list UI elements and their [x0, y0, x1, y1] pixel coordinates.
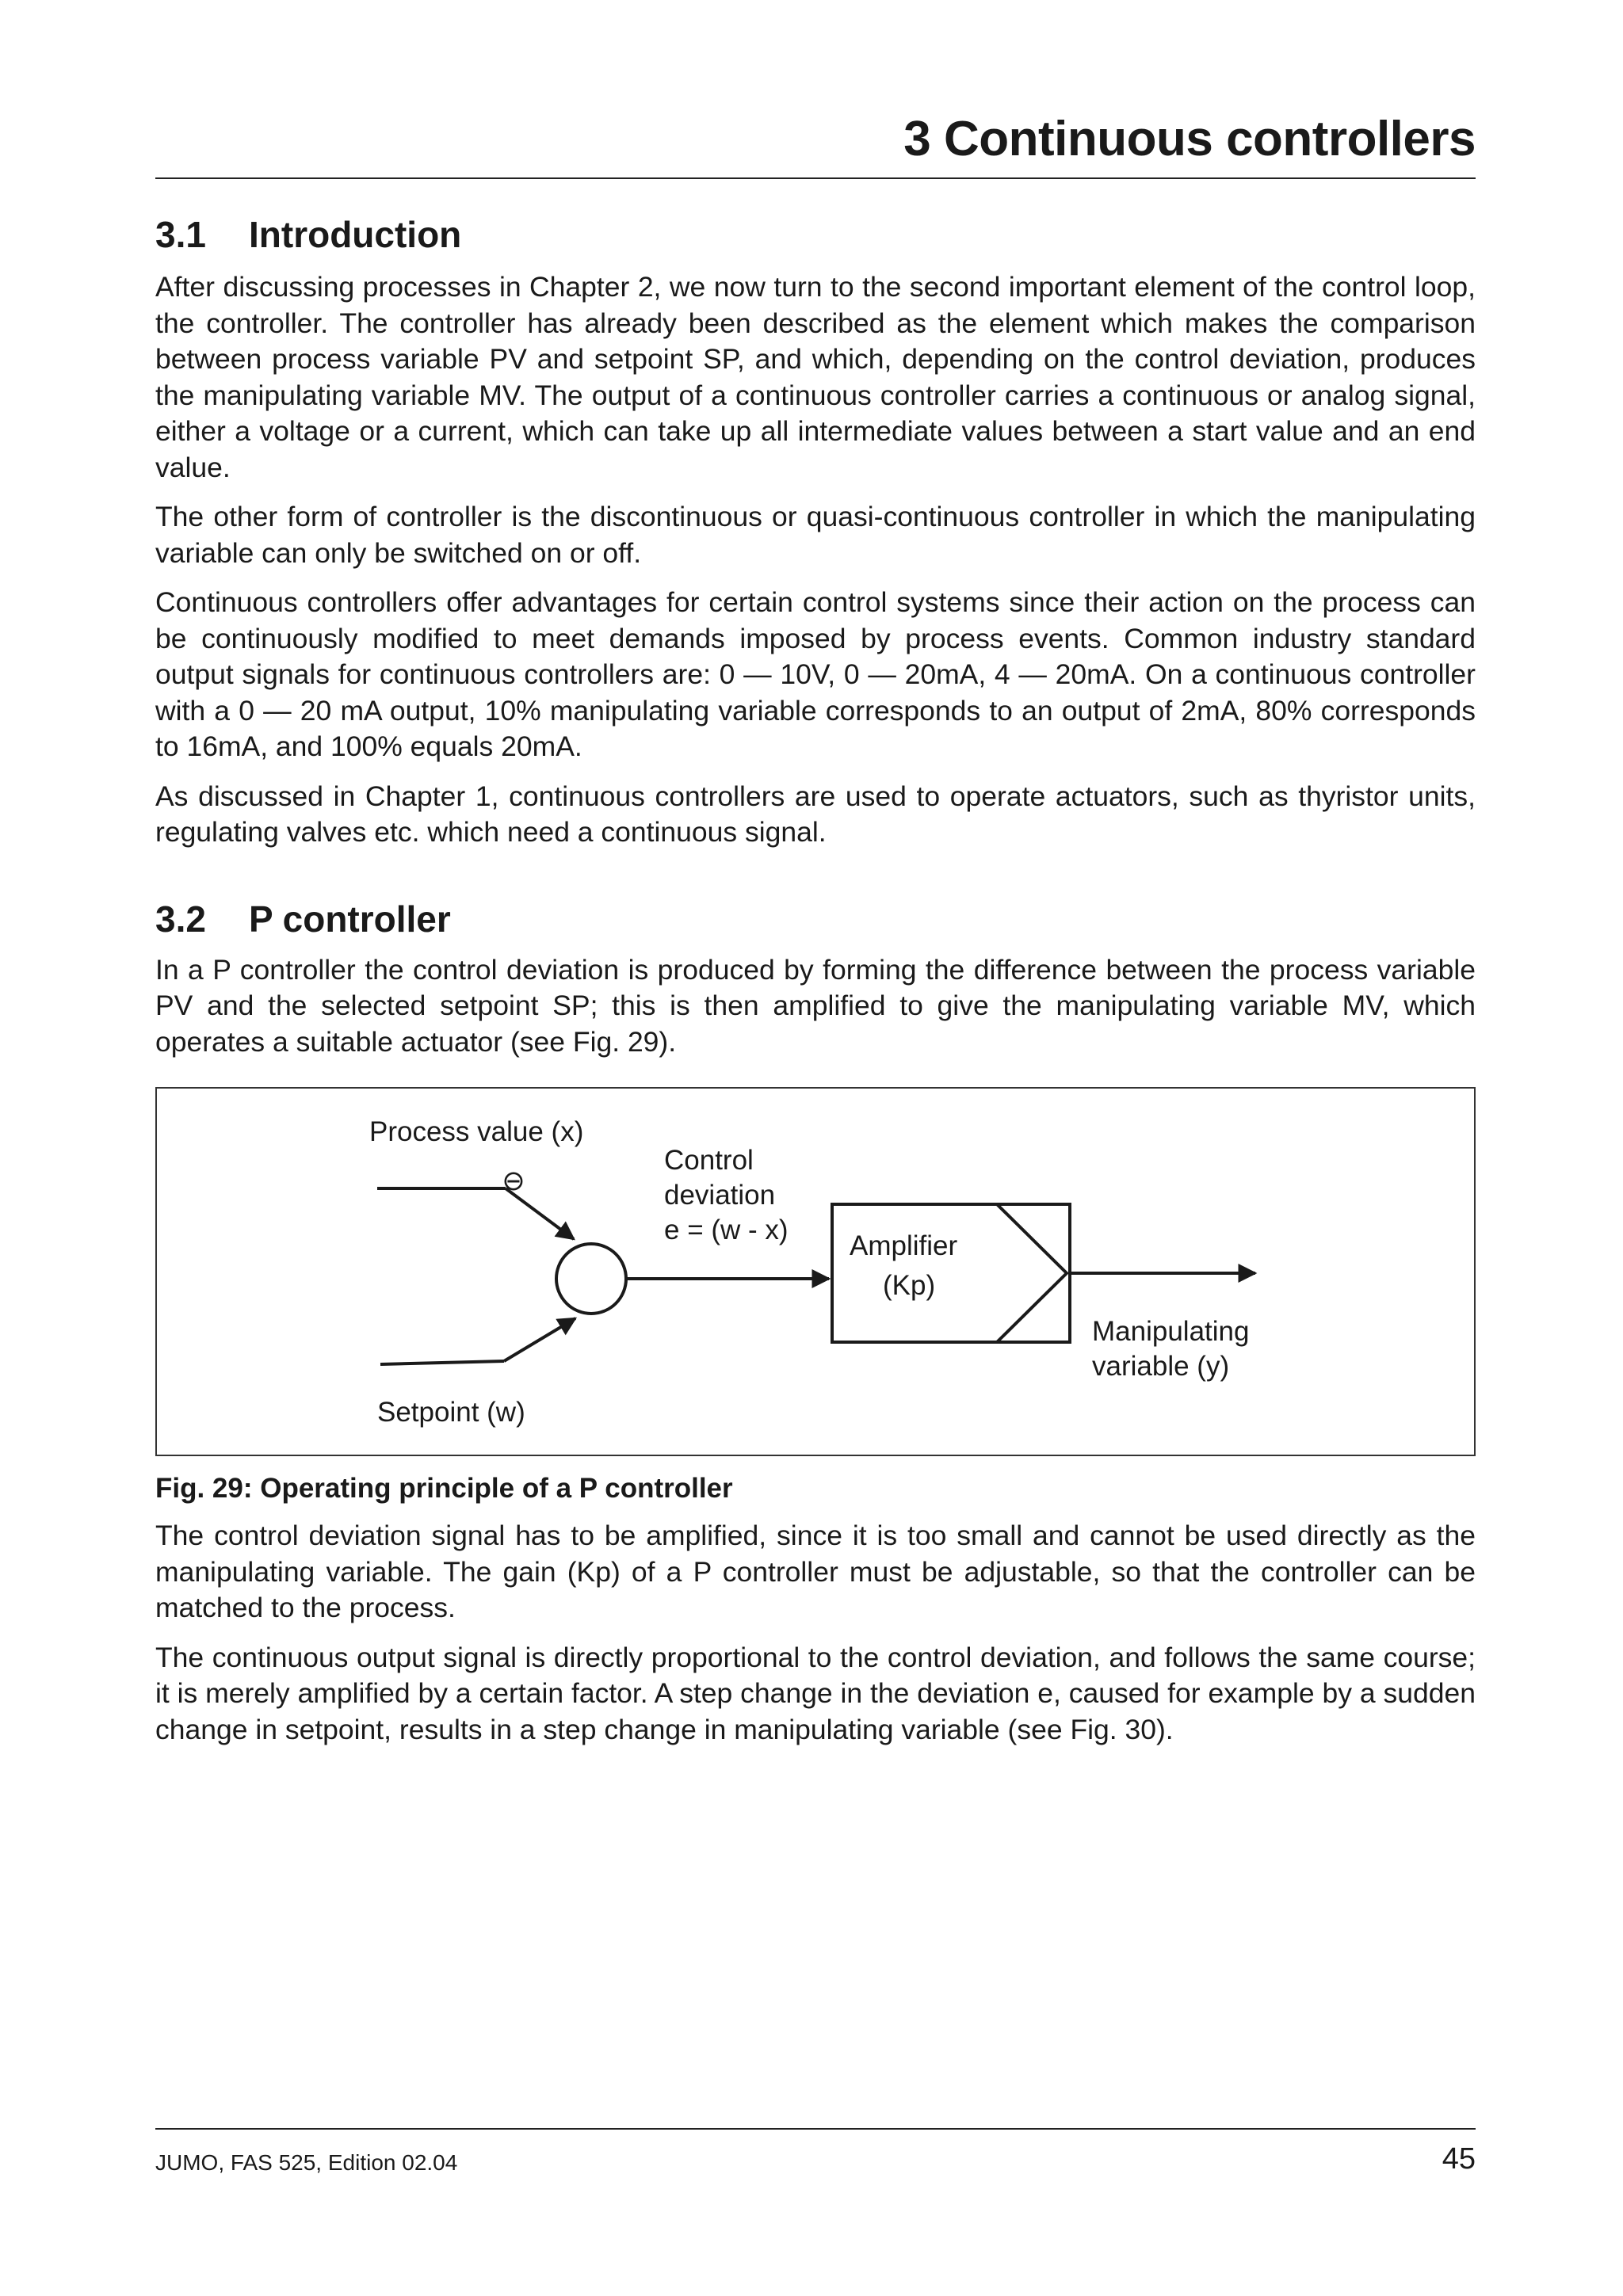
- manipulating-variable-label-2: variable (y): [1092, 1351, 1230, 1382]
- amplifier-triangle: [997, 1204, 1067, 1342]
- control-deviation-label-1: Control: [664, 1145, 754, 1176]
- footer-publication: JUMO, FAS 525, Edition 02.04: [155, 2150, 458, 2175]
- amplifier-label: Amplifier: [850, 1230, 958, 1261]
- amplifier-gain-label: (Kp): [883, 1270, 936, 1301]
- p-controller-paragraph-1: In a P controller the control deviation is produced by forming the difference between the process variable PV and the selected setpoint SP; this is then amplified to give the manipulating variable MV, which operates a suitable actuator (see Fig. 29).: [155, 953, 1476, 1058]
- section-number: 3.1: [155, 214, 206, 255]
- section-title: Introduction: [249, 214, 462, 255]
- minus-sign-icon: ⊖: [502, 1165, 525, 1196]
- setpoint-line: [380, 1361, 504, 1364]
- setpoint-arrow: [504, 1318, 575, 1361]
- page-number: 45: [1442, 2142, 1476, 2176]
- manipulating-variable-label-1: Manipulating: [1092, 1316, 1250, 1347]
- footer-rule: [155, 2128, 1476, 2130]
- section-heading-introduction: [155, 211, 1476, 258]
- intro-paragraph-1: After discussing processes in Chapter 2, we now turn to the second important element of the control loop, the controller. The controller has already been described as the element which makes the comparison between process variable PV and setpoint SP, and which, depending on the control deviation, produces the manipulating variable MV. The output of a continuous controller carries a continuous or analog signal, either a voltage or a current, which can take up all intermediate values between a start value and an end value.: [155, 271, 1476, 483]
- section-number: 3.2: [155, 898, 206, 940]
- section-heading-p-controller: [155, 895, 1476, 943]
- p-controller-paragraph-3: The continuous output signal is directly proportional to the control deviation, and follows the same course; it is merely amplified by a certain factor. A step change in the deviation e, caused for example by a sudden change in setpoint, results in a step change in manipulating variable (see Fig. 30).: [155, 1641, 1476, 1745]
- control-deviation-label-3: e = (w - x): [664, 1215, 789, 1245]
- setpoint-label: Setpoint (w): [377, 1397, 525, 1428]
- process-value-label: Process value (x): [369, 1116, 584, 1147]
- p-controller-paragraph-2: The control deviation signal has to be amplified, since it is too small and cannot be used directly as the manipulating variable. The gain (Kp) of a P controller must be adjustable, so that the controller can be matched to the process.: [155, 1520, 1476, 1623]
- figure-29-diagram: [155, 1087, 1476, 1456]
- section-title: P controller: [249, 898, 451, 940]
- intro-paragraph-4: As discussed in Chapter 1, continuous controllers are used to operate actuators, such as thyristor units, regulating valves etc. which need a continuous signal.: [155, 780, 1476, 848]
- amplifier-block: [832, 1204, 1070, 1342]
- chapter-title: 3 Continuous controllers: [903, 112, 1476, 166]
- process-value-arrow: [506, 1188, 574, 1239]
- control-deviation-label-2: deviation: [664, 1180, 776, 1211]
- intro-paragraph-2: The other form of controller is the discontinuous or quasi-continuous controller in which the manipulating variable can only be switched on or off.: [155, 501, 1476, 569]
- intro-paragraph-3: Continuous controllers offer advantages for certain control systems since their action on the process can be continuously modified to meet demands imposed by process events. Common industry standard output signals for continuous controllers are: 0 — 10V, 0 — 20mA, 4 — 20mA. On a continuous controller with a 0 — 20 mA output, 10% manipulating variable corresponds to an output of 2mA, 80% corresponds to 16mA, and 100% equals 20mA.: [155, 586, 1476, 762]
- page-content: [155, 211, 1476, 1748]
- summing-junction: [556, 1244, 626, 1314]
- header-rule: [155, 177, 1476, 179]
- figure-caption: Fig. 29: Operating principle of a P controller: [155, 1473, 733, 1504]
